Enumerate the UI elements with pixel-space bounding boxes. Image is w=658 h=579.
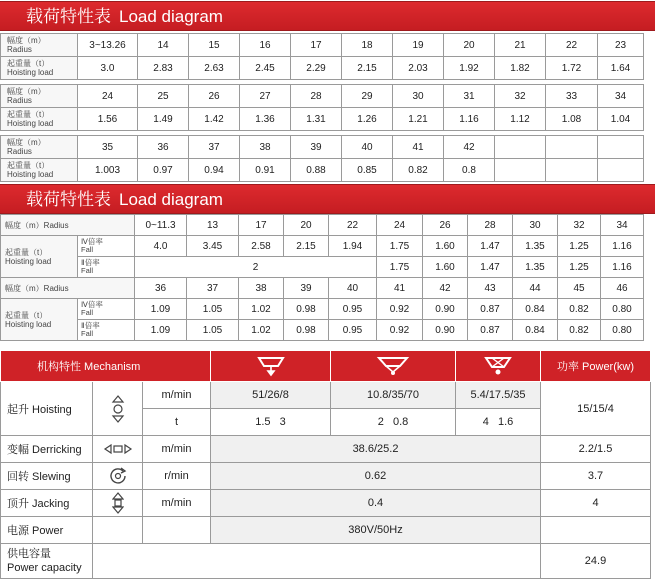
load-label-en: Hoisting load — [5, 319, 52, 329]
radius-cell: 39 — [284, 278, 329, 299]
hook-config-1-icon — [211, 351, 331, 382]
load-cell: 1.16 — [444, 108, 495, 131]
hoisting-load-2: 2 0.8 — [331, 409, 456, 436]
load-cell: 0.85 — [342, 159, 393, 182]
radius-cell: 22 — [546, 34, 598, 57]
load-cell: 0.82 — [393, 159, 444, 182]
load-label-en: Hoisting load — [5, 256, 52, 266]
jacking-unit: m/min — [143, 490, 211, 517]
load-cell: 1.04 — [598, 108, 644, 131]
radius-cell: 41 — [393, 136, 444, 159]
fall2-cell: 0.92 — [377, 320, 423, 341]
slewing-unit: r/min — [143, 463, 211, 490]
radius-cell: 30 — [513, 215, 558, 236]
fall-label-cn: Ⅳ倍率 — [81, 237, 103, 246]
derricking-power: 2.2/1.5 — [541, 436, 651, 463]
load-label-en: Hoisting load — [7, 170, 54, 179]
fall4-cell: 1.94 — [329, 236, 377, 257]
jacking-power: 4 — [541, 490, 651, 517]
load-cell: 0.8 — [444, 159, 495, 182]
radius-cell: 25 — [138, 85, 189, 108]
radius-label-en: Radius — [7, 45, 32, 54]
power-supply-value: 380V/50Hz — [211, 517, 541, 544]
slewing-label: 回转 Slewing — [1, 463, 93, 490]
jacking-value: 0.4 — [211, 490, 541, 517]
radius-cell: 18 — [342, 34, 393, 57]
load-table-2 — [0, 214, 644, 341]
hoisting-speed-1: 51/26/8 — [211, 382, 331, 409]
load-cell — [546, 159, 598, 182]
radius-cell: 43 — [468, 278, 513, 299]
fall2-cell: 1.35 — [513, 257, 558, 278]
radius-cell: 16 — [240, 34, 291, 57]
radius-cell: 28 — [468, 215, 513, 236]
radius-cell: 24 — [377, 215, 423, 236]
fall-label-cn: Ⅱ倍率 — [81, 321, 100, 330]
fall-2-label — [78, 320, 135, 341]
radius-cell: 21 — [495, 34, 546, 57]
fall4-cell: 3.45 — [187, 236, 239, 257]
load-cell: 0.97 — [138, 159, 189, 182]
hoisting-speed-2: 10.8/35/70 — [331, 382, 456, 409]
fall-label-cn: Ⅱ倍率 — [81, 258, 100, 267]
fall-label-en: Fall — [81, 266, 94, 275]
hoisting-power: 15/15/4 — [541, 382, 651, 436]
radius-cell: 26 — [189, 85, 240, 108]
load-cell: 0.94 — [189, 159, 240, 182]
fall2-merged-cell: 2 — [135, 257, 377, 278]
load-label-en: Hoisting load — [7, 68, 54, 77]
load-label — [1, 159, 78, 182]
radius-cell: 36 — [135, 278, 187, 299]
fall4-cell: 1.25 — [558, 236, 601, 257]
power-supply-label: 电源 Power — [1, 517, 93, 544]
fall-label-en: Fall — [81, 308, 94, 317]
power-capacity-label — [1, 544, 93, 579]
load-label-cn: 起重量（t） — [7, 110, 50, 119]
load-cell — [495, 159, 546, 182]
radius-cell: 3~13.26 — [78, 34, 138, 57]
radius-cell: 0~11.3 — [135, 215, 187, 236]
hoisting-speed-unit: m/min — [143, 382, 211, 409]
fall4-cell: 1.16 — [601, 236, 644, 257]
radius-cell: 32 — [495, 85, 546, 108]
load-cell: 1.82 — [495, 57, 546, 80]
load-cell: 1.003 — [78, 159, 138, 182]
load-diagram-banner-1 — [0, 1, 655, 31]
radius-cell: 40 — [342, 136, 393, 159]
power-title: 功率 Power(kw) — [541, 351, 651, 382]
load-label-cn: 起重量（t） — [7, 161, 50, 170]
fall2-cell: 1.16 — [601, 257, 644, 278]
radius-label — [1, 136, 78, 159]
fall4-cell: 0.80 — [601, 299, 644, 320]
radius-label-cn: 幅度（m） — [7, 87, 46, 96]
slewing-power: 3.7 — [541, 463, 651, 490]
hoisting-speed-3: 5.4/17.5/35 — [456, 382, 541, 409]
radius-cell: 35 — [78, 136, 138, 159]
hoisting-load-3: 4 1.6 — [456, 409, 541, 436]
radius-cell: 29 — [342, 85, 393, 108]
load-cell: 1.21 — [393, 108, 444, 131]
load-cell — [598, 159, 644, 182]
fall2-cell: 0.87 — [468, 320, 513, 341]
fall4-cell: 1.05 — [187, 299, 239, 320]
radius-cell: 34 — [601, 215, 644, 236]
load-cell: 2.45 — [240, 57, 291, 80]
fall-label-en: Fall — [81, 329, 94, 338]
radius-cell: 37 — [187, 278, 239, 299]
fall4-cell: 2.58 — [239, 236, 284, 257]
radius-cell: 31 — [444, 85, 495, 108]
radius-cell: 40 — [329, 278, 377, 299]
load-cell: 2.29 — [291, 57, 342, 80]
load-label-en: Hoisting load — [7, 119, 54, 128]
fall4-cell: 0.95 — [329, 299, 377, 320]
radius-cell: 13 — [187, 215, 239, 236]
radius-cell: 15 — [189, 34, 240, 57]
fall-label-cn: Ⅳ倍率 — [81, 300, 103, 309]
load-cell: 1.64 — [598, 57, 644, 80]
fall4-cell: 0.98 — [284, 299, 329, 320]
radius-label: 幅度（m）Radius — [1, 278, 135, 299]
fall4-cell: 2.15 — [284, 236, 329, 257]
fall2-cell: 1.02 — [239, 320, 284, 341]
load-cell: 1.12 — [495, 108, 546, 131]
radius-cell: 33 — [546, 85, 598, 108]
load-label — [1, 108, 78, 131]
radius-cell: 36 — [138, 136, 189, 159]
radius-cell: 41 — [377, 278, 423, 299]
load-cell: 1.72 — [546, 57, 598, 80]
fall4-cell: 0.84 — [513, 299, 558, 320]
hoisting-label: 起升 Hoisting — [1, 382, 93, 436]
load-cell: 1.08 — [546, 108, 598, 131]
fall4-cell: 0.92 — [377, 299, 423, 320]
radius-cell: 22 — [329, 215, 377, 236]
fall4-cell: 1.35 — [513, 236, 558, 257]
mechanism-title: 机构特性 Mechanism — [1, 351, 211, 382]
radius-cell: 20 — [444, 34, 495, 57]
radius-cell: 38 — [239, 278, 284, 299]
power-capacity-value: 24.9 — [541, 544, 651, 579]
hoisting-icon — [93, 382, 143, 436]
radius-cell: 27 — [240, 85, 291, 108]
hoisting-load-1: 1.5 3 — [211, 409, 331, 436]
fall4-cell: 0.87 — [468, 299, 513, 320]
fall-label-en: Fall — [81, 245, 94, 254]
fall2-cell: 1.47 — [468, 257, 513, 278]
load-cell: 2.03 — [393, 57, 444, 80]
fall4-cell: 4.0 — [135, 236, 187, 257]
banner-title-cn: 载荷特性表 — [26, 7, 111, 26]
fall2-cell: 1.60 — [423, 257, 468, 278]
fall4-cell: 0.90 — [423, 299, 468, 320]
fall2-cell: 1.25 — [558, 257, 601, 278]
fall-4-label — [78, 236, 135, 257]
fall4-cell: 1.60 — [423, 236, 468, 257]
radius-label — [1, 34, 78, 57]
radius-cell: 17 — [239, 215, 284, 236]
load-cell: 0.88 — [291, 159, 342, 182]
power-capacity-label-en: Power capacity — [7, 562, 82, 574]
load-cell: 2.15 — [342, 57, 393, 80]
load-cell: 1.56 — [78, 108, 138, 131]
load-cell: 1.49 — [138, 108, 189, 131]
radius-cell: 19 — [393, 34, 444, 57]
radius-cell: 42 — [444, 136, 495, 159]
fall2-cell: 0.80 — [601, 320, 644, 341]
radius-label-cn: 幅度（m） — [7, 36, 46, 45]
load-cell: 1.92 — [444, 57, 495, 80]
load-cell: 0.91 — [240, 159, 291, 182]
radius-cell — [598, 136, 644, 159]
slewing-icon — [93, 463, 143, 490]
radius-label-en: Radius — [7, 96, 32, 105]
fall4-cell: 0.82 — [558, 299, 601, 320]
load-cell: 1.36 — [240, 108, 291, 131]
radius-cell: 28 — [291, 85, 342, 108]
fall-2-label — [78, 257, 135, 278]
jacking-icon — [93, 490, 143, 517]
radius-cell: 46 — [601, 278, 644, 299]
load-table-1 — [0, 33, 644, 182]
fall2-cell: 0.84 — [513, 320, 558, 341]
load-label — [1, 236, 78, 278]
radius-cell: 42 — [423, 278, 468, 299]
fall2-cell: 1.75 — [377, 257, 423, 278]
jacking-label: 顶升 Jacking — [1, 490, 93, 517]
radius-cell: 34 — [598, 85, 644, 108]
radius-label — [1, 85, 78, 108]
radius-cell: 44 — [513, 278, 558, 299]
load-cell: 1.26 — [342, 108, 393, 131]
fall2-cell: 0.98 — [284, 320, 329, 341]
load-label-cn: 起重量（t） — [5, 247, 48, 257]
banner-title-en: Load diagram — [119, 190, 223, 209]
load-cell: 3.0 — [78, 57, 138, 80]
fall4-cell: 1.09 — [135, 299, 187, 320]
radius-label-en: Radius — [7, 147, 32, 156]
radius-cell: 26 — [423, 215, 468, 236]
derricking-label: 变幅 Derricking — [1, 436, 93, 463]
radius-cell — [546, 136, 598, 159]
power-capacity-label-cn: 供电容量 — [7, 548, 51, 560]
hoisting-load-unit: t — [143, 409, 211, 436]
load-cell: 1.42 — [189, 108, 240, 131]
load-diagram-banner-2 — [0, 184, 655, 214]
radius-cell: 14 — [138, 34, 189, 57]
radius-cell: 20 — [284, 215, 329, 236]
radius-cell: 24 — [78, 85, 138, 108]
fall4-cell: 1.75 — [377, 236, 423, 257]
fall2-cell: 1.05 — [187, 320, 239, 341]
derricking-icon — [93, 436, 143, 463]
hook-config-2-icon — [331, 351, 456, 382]
radius-cell: 32 — [558, 215, 601, 236]
fall4-cell: 1.02 — [239, 299, 284, 320]
fall2-cell: 0.95 — [329, 320, 377, 341]
load-label — [1, 57, 78, 80]
fall2-cell: 0.82 — [558, 320, 601, 341]
fall2-cell: 1.09 — [135, 320, 187, 341]
radius-label-cn: 幅度（m） — [7, 138, 46, 147]
fall-4-label — [78, 299, 135, 320]
radius-cell: 39 — [291, 136, 342, 159]
radius-cell — [495, 136, 546, 159]
load-cell: 1.31 — [291, 108, 342, 131]
mechanism-table — [0, 350, 651, 579]
derricking-value: 38.6/25.2 — [211, 436, 541, 463]
banner-title-en: Load diagram — [119, 7, 223, 26]
radius-cell: 17 — [291, 34, 342, 57]
banner-title-cn: 载荷特性表 — [26, 190, 111, 209]
load-cell: 2.63 — [189, 57, 240, 80]
radius-label: 幅度（m）Radius — [1, 215, 135, 236]
load-label-cn: 起重量（t） — [5, 310, 48, 320]
hook-config-3-icon — [456, 351, 541, 382]
fall2-cell: 0.90 — [423, 320, 468, 341]
derricking-unit: m/min — [143, 436, 211, 463]
radius-cell: 23 — [598, 34, 644, 57]
radius-cell: 30 — [393, 85, 444, 108]
load-label-cn: 起重量（t） — [7, 59, 50, 68]
load-cell: 2.83 — [138, 57, 189, 80]
radius-cell: 45 — [558, 278, 601, 299]
load-label — [1, 299, 78, 341]
radius-cell: 37 — [189, 136, 240, 159]
fall4-cell: 1.47 — [468, 236, 513, 257]
radius-cell: 38 — [240, 136, 291, 159]
slewing-value: 0.62 — [211, 463, 541, 490]
